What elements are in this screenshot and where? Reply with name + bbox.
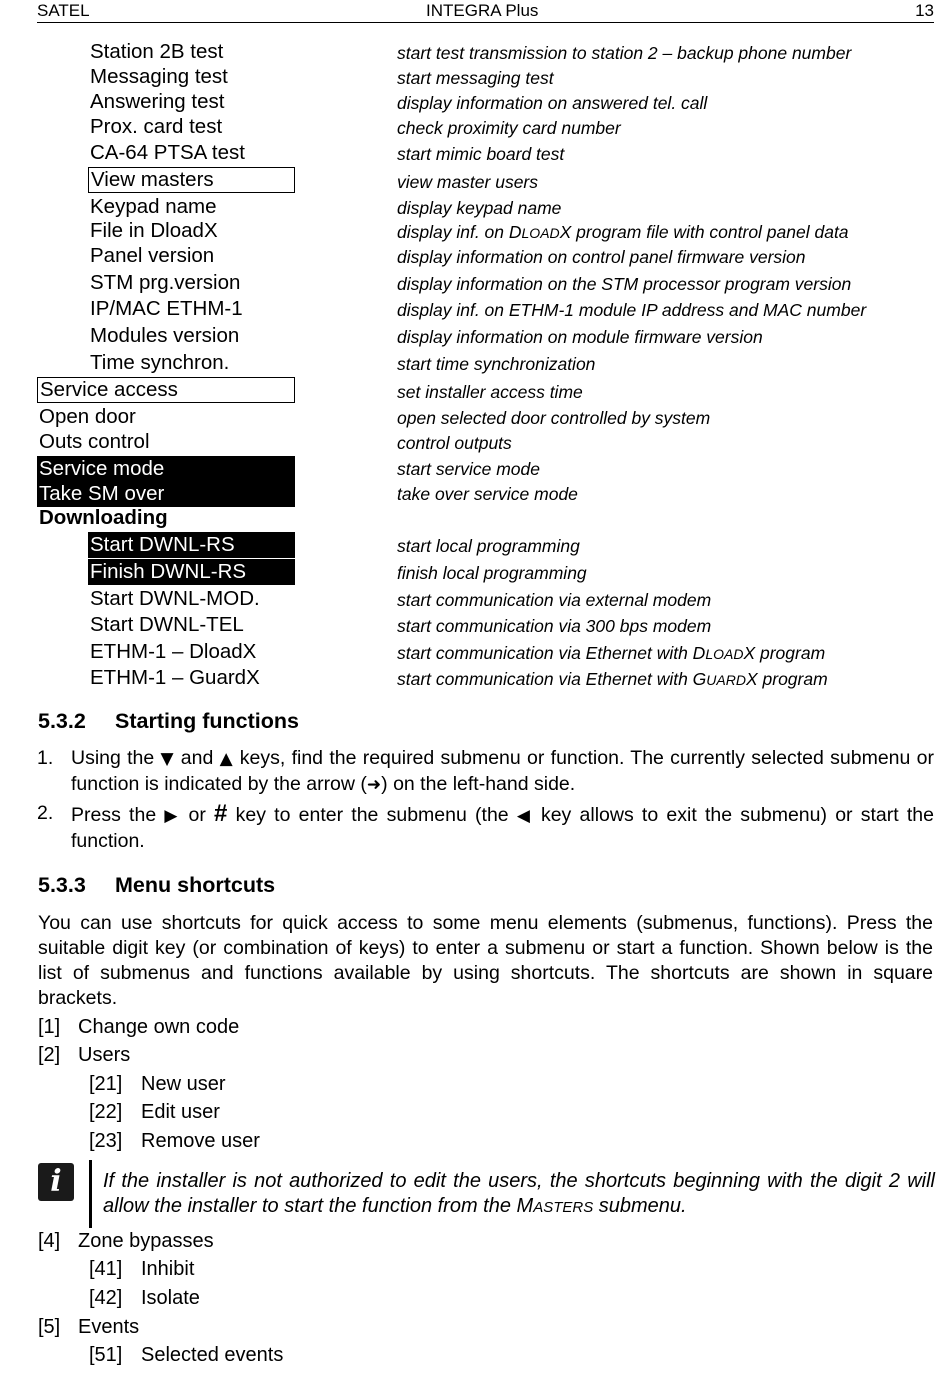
menu-item-label: Panel version [90, 244, 215, 267]
menu-item-label: Outs control [39, 430, 150, 453]
info-icon: i [38, 1163, 74, 1201]
menu-item-desc: display information on the STM processor program version [397, 274, 852, 294]
menu-group-heading: Downloading [39, 506, 168, 529]
page-number: 13 [915, 1, 934, 20]
menu-item-label: ETHM-1 – DloadX [90, 640, 257, 663]
menu-item-desc: check proximity card number [397, 118, 621, 138]
page-header [37, 0, 934, 23]
shortcut-item: [1] Change own code [38, 1016, 240, 1038]
menu-item-label: Messaging test [90, 65, 228, 88]
list-item: 1. Using the ▼ and ▲ keys, find the required submenu or function. The currently selected submenu or function is indicated by the arrow (➜) on the left-hand side. [37, 747, 934, 795]
note-divider [89, 1160, 92, 1228]
menu-item-label: Modules version [90, 324, 240, 347]
selection-arrow-icon: ➜ [366, 775, 382, 795]
menu-item-desc: start local programming [397, 536, 580, 556]
menu-item-label: Time synchron. [90, 351, 230, 374]
menu-item-desc: display information on module firmware version [397, 327, 763, 347]
menu-item-label: Open door [39, 405, 136, 428]
menu-item-desc: start communication via 300 bps modem [397, 616, 712, 636]
shortcut-item: [2] Users [38, 1044, 131, 1066]
shortcut-item: [23] Remove user [89, 1130, 260, 1152]
menu-item-desc: display inf. on ETHM-1 module IP address and MAC number [397, 300, 867, 320]
menu-item-label: CA-64 PTSA test [90, 141, 245, 164]
menu-item-label: Station 2B test [90, 40, 224, 63]
menu-item-desc: display inf. on DLOADX program file with control panel data [397, 222, 849, 242]
menu-item-desc: start communication via external modem [397, 590, 712, 610]
menu-item-desc: start test transmission to station 2 – backup phone number [397, 43, 852, 63]
shortcut-item: [51] Selected events [89, 1344, 284, 1366]
menu-item-desc: start service mode [397, 459, 540, 479]
menu-item-label-highlighted: Start DWNL-RS [88, 532, 295, 558]
menu-item-label-highlighted: Service mode [37, 456, 295, 482]
menu-item-label: Start DWNL-MOD. [90, 587, 260, 610]
menu-item-label-boxed: Service access [37, 377, 295, 403]
header-brand: SATEL [37, 1, 90, 20]
menu-item-label: ETHM-1 – GuardX [90, 666, 260, 689]
arrow-up-icon: ▲ [219, 749, 234, 769]
note-text: If the installer is not authorized to edit the users, the shortcuts beginning with the digit 2 will allow the installer to start the function from the MASTERS submenu. [103, 1170, 935, 1217]
menu-item-label: Start DWNL-TEL [90, 613, 244, 636]
menu-item-desc: start messaging test [397, 68, 554, 88]
menu-item-desc: display information on control panel firmware version [397, 247, 806, 267]
arrow-right-icon: ▶ [164, 806, 181, 826]
shortcut-item: [5] Events [38, 1316, 140, 1338]
menu-item-desc: take over service mode [397, 484, 578, 504]
shortcut-item: [41] Inhibit [89, 1258, 195, 1280]
hash-key-icon: # [214, 800, 228, 827]
shortcut-item: [22] Edit user [89, 1101, 220, 1123]
menu-item-label-boxed: View masters [88, 167, 295, 193]
menu-item-desc: start time synchronization [397, 354, 596, 374]
header-product: INTEGRA Plus [426, 1, 539, 20]
menu-item-label: File in DloadX [90, 219, 218, 242]
menu-item-label: IP/MAC ETHM-1 [90, 297, 243, 320]
menu-item-desc: view master users [397, 172, 539, 192]
intro-paragraph: You can use shortcuts for quick access to some menu elements (submenus, functions). Press the suitable digit key (or combination of keys) to enter a submenu or start a function. Shown below is the list of submenus and functions available by using shortcuts. The shortcuts are shown in square brackets. [38, 912, 933, 1009]
menu-item-desc: start communication via Ethernet with DLOADX program [397, 643, 826, 663]
menu-item-desc: control outputs [397, 433, 512, 453]
menu-item-desc: display keypad name [397, 198, 562, 218]
menu-item-desc: finish local programming [397, 563, 587, 583]
menu-item-desc: open selected door controlled by system [397, 408, 711, 428]
arrow-down-icon: ▼ [160, 749, 175, 769]
shortcut-item: [4] Zone bypasses [38, 1230, 214, 1252]
menu-item-label-highlighted: Finish DWNL-RS [88, 559, 295, 585]
menu-item-desc: display information on answered tel. call [397, 93, 708, 113]
menu-item-desc: set installer access time [397, 382, 583, 402]
menu-item-label: Answering test [90, 90, 225, 113]
arrow-left-icon: ◀ [516, 806, 533, 826]
menu-item-desc: start communication via Ethernet with GUARDX program [397, 669, 828, 689]
menu-item-label: STM prg.version [90, 271, 241, 294]
shortcut-item: [21] New user [89, 1073, 226, 1095]
menu-item-desc: start mimic board test [397, 144, 565, 164]
menu-item-label: Prox. card test [90, 115, 223, 138]
menu-item-label: Keypad name [90, 195, 217, 218]
list-item: 2. Press the ▶ or # key to enter the submenu (the ◀ key allows to exit the submenu) or start the function. [37, 800, 934, 852]
shortcut-item: [42] Isolate [89, 1287, 200, 1309]
menu-item-label-highlighted: Take SM over [37, 481, 295, 507]
